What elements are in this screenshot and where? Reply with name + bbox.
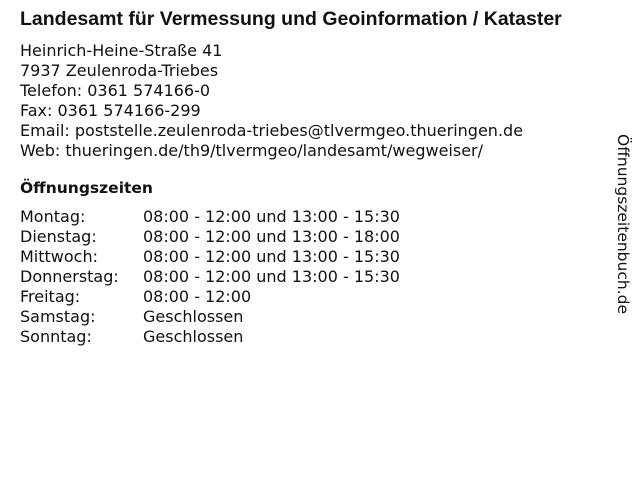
hours-row-monday	[20, 207, 610, 227]
day-label: Donnerstag:	[20, 267, 119, 286]
time-value: Geschlossen	[143, 327, 244, 346]
opening-hours-list	[20, 207, 610, 347]
day-label: Samstag:	[20, 307, 96, 326]
day-label: Mittwoch:	[20, 247, 98, 266]
phone-number: Telefon: 0361 574166-0	[20, 81, 211, 100]
time-value: 08:00 - 12:00 und 13:00 - 15:30	[143, 207, 400, 226]
contact-block	[20, 41, 610, 161]
hours-row-thursday	[20, 267, 610, 287]
address-city: 7937 Zeulenroda-Triebes	[20, 61, 219, 80]
time-value: Geschlossen	[143, 307, 244, 326]
address-street: Heinrich-Heine-Straße 41	[20, 41, 223, 60]
time-value: 08:00 - 12:00	[143, 287, 252, 306]
site-watermark-label: Öffnungszeitenbuch.de	[614, 134, 632, 314]
time-value: 08:00 - 12:00 und 13:00 - 18:00	[143, 227, 400, 246]
day-label: Dienstag:	[20, 227, 97, 246]
time-value: 08:00 - 12:00 und 13:00 - 15:30	[143, 247, 400, 266]
page-title: Landesamt für Vermessung und Geoinformation / Kataster	[20, 8, 562, 30]
hours-row-sunday	[20, 327, 610, 347]
hours-row-wednesday	[20, 247, 610, 267]
page-content	[20, 8, 610, 347]
hours-row-saturday	[20, 307, 610, 327]
hours-row-tuesday	[20, 227, 610, 247]
opening-hours-heading: Öffnungszeiten	[20, 179, 153, 197]
website-url: Web: thueringen.de/th9/tlvermgeo/landesamt/wegweiser/	[20, 141, 484, 160]
day-label: Sonntag:	[20, 327, 92, 346]
day-label: Freitag:	[20, 287, 81, 306]
hours-row-friday	[20, 287, 610, 307]
time-value: 08:00 - 12:00 und 13:00 - 15:30	[143, 267, 400, 286]
day-label: Montag:	[20, 207, 86, 226]
email-address: Email: poststelle.zeulenroda-triebes@tlvermgeo.thueringen.de	[20, 121, 524, 140]
fax-number: Fax: 0361 574166-299	[20, 101, 201, 120]
